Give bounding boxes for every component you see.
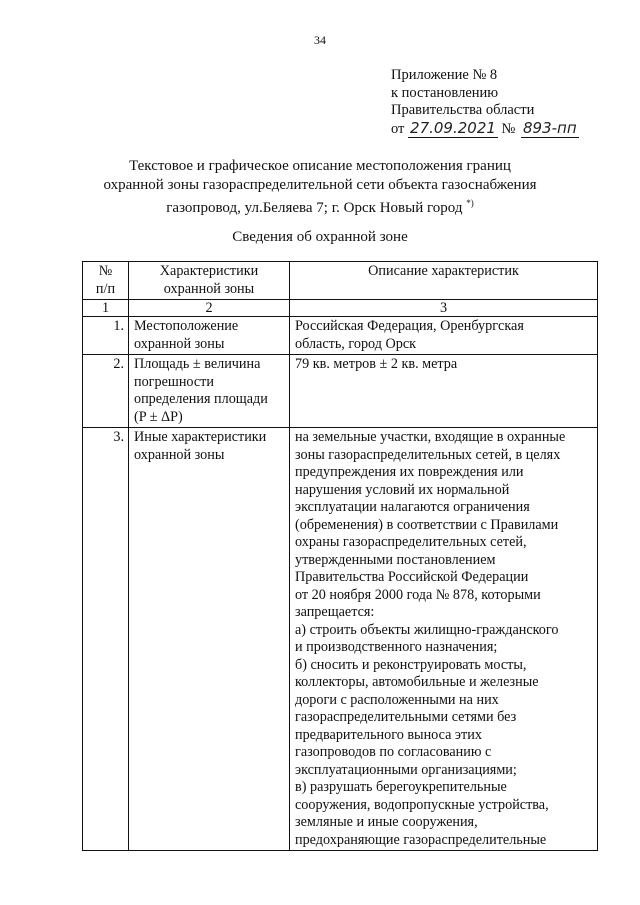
- header-number-line-2: п/п: [95, 280, 116, 297]
- row-characteristic: [129, 428, 290, 851]
- column-numbers-row: [83, 300, 598, 317]
- table-header-row: [83, 262, 598, 300]
- description-line: эксплуатации налагаются ограничения: [295, 499, 530, 515]
- row-description: [290, 428, 598, 851]
- number-prefix: №: [501, 120, 516, 137]
- row-description: [290, 317, 598, 355]
- section-heading: Сведения об охранной зоне: [232, 229, 408, 245]
- table-row: [83, 355, 598, 428]
- document-title: [90, 157, 550, 218]
- appendix-header: [391, 67, 579, 138]
- row-number: 2.: [83, 355, 129, 428]
- characteristic-line: Площадь ± величина: [134, 356, 261, 372]
- title-line-1: Текстовое и графическое описание местоположения границ: [129, 158, 511, 174]
- description-line: нарушения условий их нормальной: [295, 481, 510, 498]
- title-line-3-text: газопровод, ул.Беляева 7; г. Орск Новый город: [166, 200, 463, 216]
- description-line: запрещается:: [295, 604, 375, 620]
- header-description: Описание характеристик: [290, 262, 598, 300]
- description-line: на земельные участки, входящие в охранные: [295, 429, 566, 445]
- description-line: коллекторы, автомобильные и железные: [295, 674, 539, 690]
- handwritten-number: 893-пп: [523, 118, 577, 137]
- header-characteristics-line-1: Характеристики: [159, 263, 259, 279]
- title-line-2: охранной зоны газораспределительной сети объекта газоснабжения: [103, 176, 537, 193]
- table-body: [83, 317, 598, 851]
- description-line: дороги с расположенными на них: [295, 691, 499, 708]
- description-line: б) сносить и реконструировать мосты,: [295, 656, 527, 673]
- characteristic-line: (P ± ΔP): [134, 408, 183, 425]
- description-line: предварительного выноса этих: [295, 726, 482, 743]
- description-line: газопроводов по согласованию с: [295, 744, 492, 760]
- row-characteristic: [129, 317, 290, 355]
- column-number-3: 3: [290, 300, 598, 317]
- description-line: (обременения) в соответствии с Правилами: [295, 516, 559, 533]
- column-number-1: 1: [83, 300, 129, 317]
- description-line: в) разрушать берегоукрепительные: [295, 779, 507, 795]
- row-characteristic: [129, 355, 290, 428]
- description-line: сооружения, водопропускные устройства,: [295, 796, 549, 813]
- header-characteristics-line-2: охранной зоны: [163, 280, 255, 297]
- appendix-date-line: [391, 120, 579, 139]
- row-number: 1.: [83, 317, 129, 355]
- description-line: Правительства Российской Федерации: [295, 569, 529, 585]
- description-line: от 20 ноября 2000 года № 878, которыми: [295, 586, 541, 603]
- description-line: предохраняющие газораспределительные: [295, 831, 547, 848]
- description-line: предупреждения их повреждения или: [295, 464, 524, 480]
- description-line: область, город Орск: [295, 335, 417, 352]
- appendix-line-1: Приложение № 8: [391, 67, 498, 83]
- row-number: 3.: [83, 428, 129, 851]
- column-number-2: 2: [129, 300, 290, 317]
- description-line: зоны газораспределительных сетей, в целях: [295, 446, 561, 463]
- description-line: утвержденными постановлением: [295, 551, 496, 568]
- page-number: 34: [314, 33, 326, 47]
- description-line: эксплуатационными организациями;: [295, 761, 517, 778]
- title-line-3: [90, 194, 550, 218]
- header-number: [83, 262, 129, 300]
- header-number-line-1: №: [98, 263, 113, 279]
- protection-zone-table: [82, 261, 598, 851]
- appendix-line-2: к постановлению: [391, 84, 499, 101]
- table-row: [83, 428, 598, 851]
- description-line: и производственного назначения;: [295, 639, 498, 655]
- handwritten-date: 27.09.2021: [410, 118, 496, 137]
- description-line: охраны газораспределительных сетей,: [295, 534, 527, 550]
- description-line: земляные и иные сооружения,: [295, 814, 478, 830]
- characteristic-line: охранной зоны: [134, 446, 225, 463]
- description-line: а) строить объекты жилищно-гражданского: [295, 621, 559, 638]
- date-prefix: от: [391, 120, 405, 137]
- footnote-mark: *): [466, 198, 474, 208]
- row-description: [290, 355, 598, 428]
- characteristic-line: охранной зоны: [134, 335, 225, 352]
- description-line: Российская Федерация, Оренбургская: [295, 318, 524, 334]
- description-line: 79 кв. метров ± 2 кв. метра: [295, 356, 458, 372]
- characteristic-line: погрешности: [134, 373, 214, 390]
- table-row: [83, 317, 598, 355]
- characteristic-line: определения площади: [134, 391, 268, 407]
- characteristic-line: Местоположение: [134, 318, 239, 334]
- description-line: газораспределительными сетями без: [295, 709, 517, 725]
- characteristic-line: Иные характеристики: [134, 429, 267, 445]
- appendix-line-3: Правительства области: [391, 102, 535, 118]
- header-characteristics: [129, 262, 290, 300]
